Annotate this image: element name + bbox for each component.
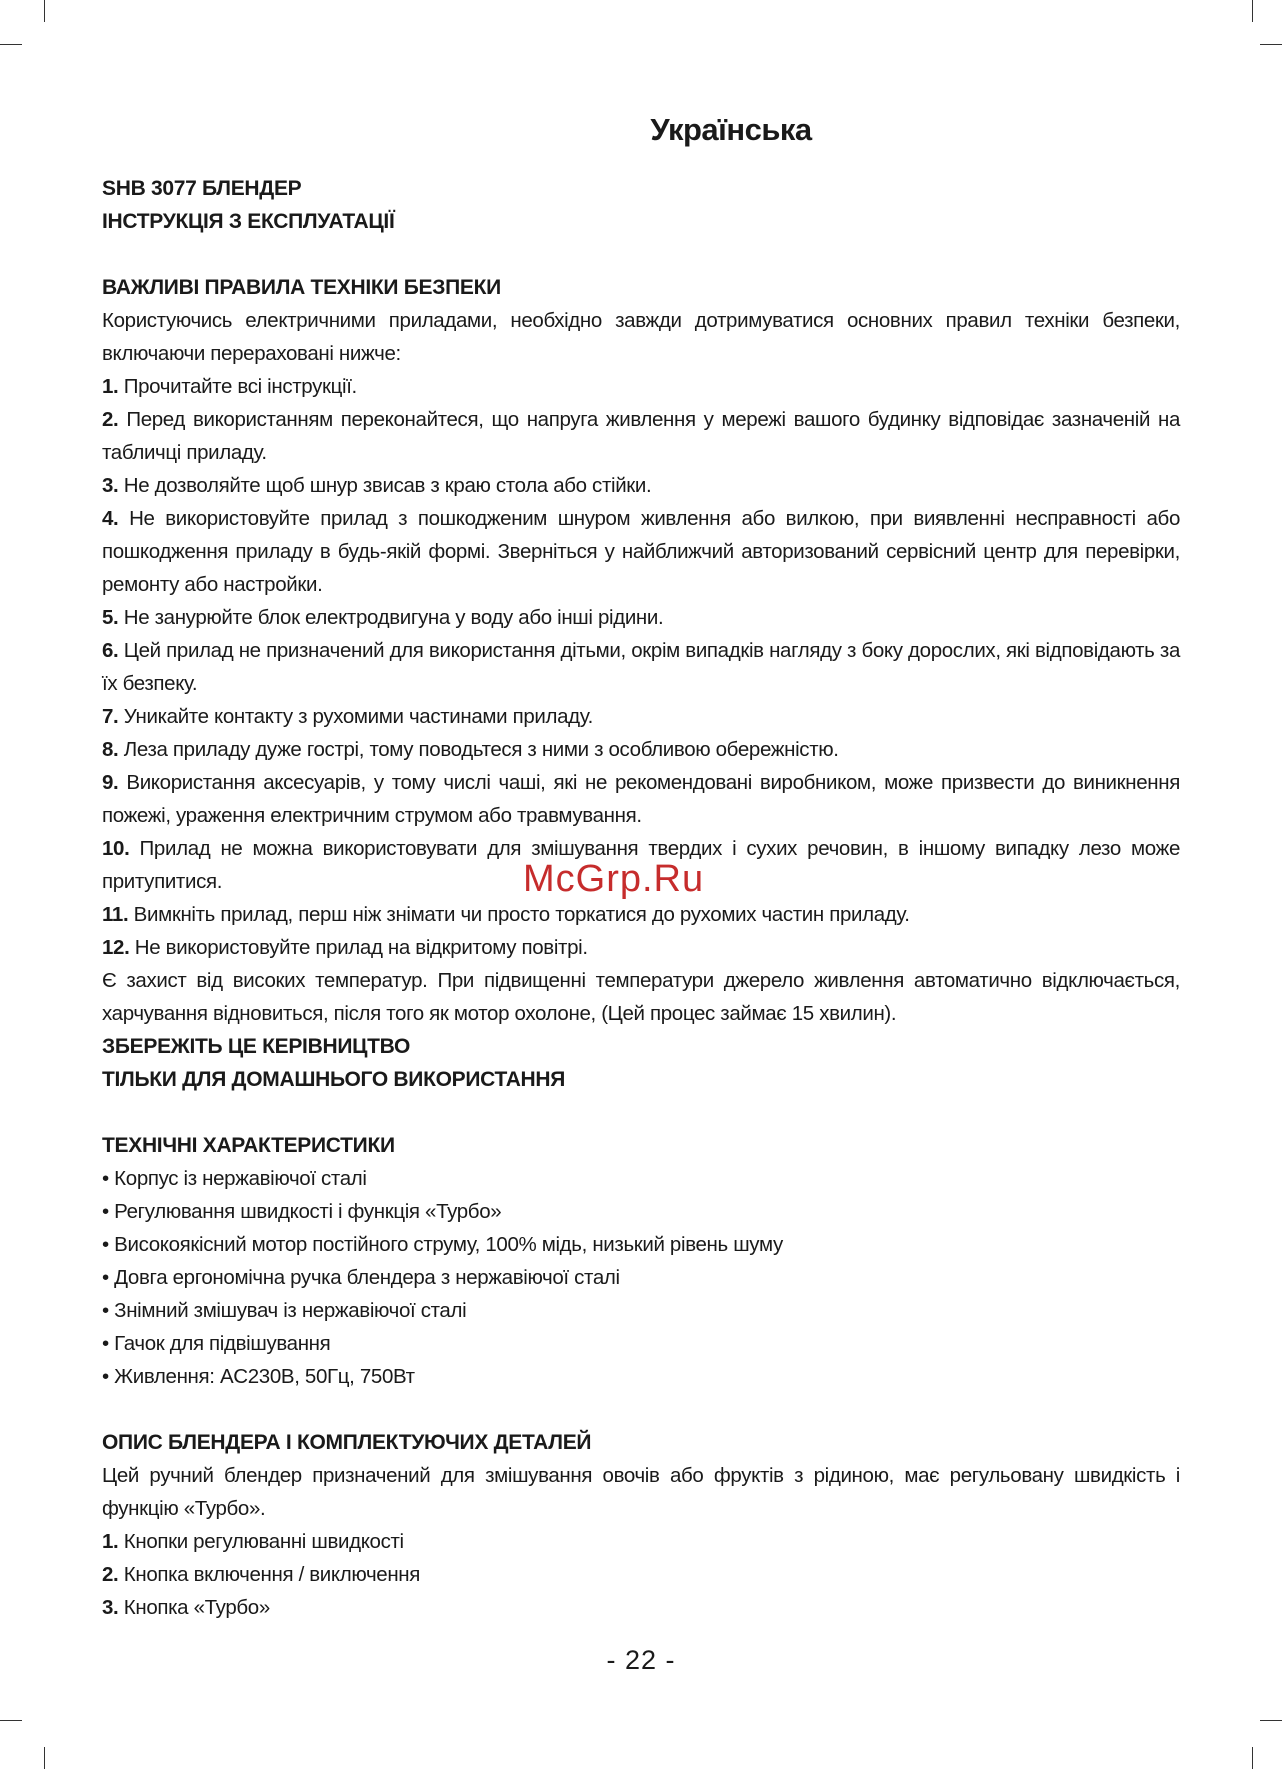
list-item xyxy=(102,766,1180,832)
model-line: SHB 3077 БЛЕНДЕР xyxy=(102,177,302,200)
item-text: Кнопка включення / виключення xyxy=(118,1563,421,1586)
list-item xyxy=(102,601,1180,634)
item-number: 9. xyxy=(102,771,119,794)
crop-mark xyxy=(44,0,45,22)
item-number: 2. xyxy=(102,408,119,431)
item-number: 7. xyxy=(102,705,119,728)
list-item xyxy=(102,370,1180,403)
specs-title: ТЕХНІЧНІ ХАРАКТЕРИСТИКИ xyxy=(102,1134,395,1157)
item-number: 8. xyxy=(102,738,119,761)
watermark-logo: McGrp.Ru xyxy=(523,858,705,900)
list-item xyxy=(102,634,1180,700)
spec-item: • Знімний змішувач із нержавіючої сталі xyxy=(102,1299,467,1322)
document-header xyxy=(102,172,1180,238)
item-text: Не використовуйте прилад на відкритому повітрі. xyxy=(129,936,588,959)
manual-line: ІНСТРУКЦІЯ З ЕКСПЛУАТАЦІЇ xyxy=(102,210,395,233)
item-text: Цей прилад не призначений для використання дітьми, окрім випадків нагляду з боку дорослих, які відповідають за їх безпеку. xyxy=(102,639,1180,695)
specs-list xyxy=(102,1162,1180,1393)
spec-item: • Гачок для підвішування xyxy=(102,1332,331,1355)
list-item xyxy=(102,733,1180,766)
safety-intro: Користуючись електричними приладами, необхідно завжди дотримуватися основних правил техніки безпеки, включаючи перераховані нижче: xyxy=(102,309,1180,365)
list-item xyxy=(102,898,1180,931)
spec-item: • Регулювання швидкості і функція «Турбо» xyxy=(102,1200,502,1223)
description-intro: Цей ручний блендер призначений для змішування овочів або фруктів з рідиною, має регульовану швидкість і функцію «Турбо». xyxy=(102,1464,1180,1520)
item-text: Кнопка «Турбо» xyxy=(118,1596,270,1619)
item-text: Не занурюйте блок електродвигуна у воду або інші рідини. xyxy=(118,606,664,629)
item-text: Вимкніть прилад, перш ніж знімати чи просто торкатися до рухомих частин приладу. xyxy=(128,903,910,926)
item-number: 4. xyxy=(102,507,119,530)
crop-mark xyxy=(1260,44,1282,45)
crop-mark xyxy=(44,1747,45,1769)
item-text: Прочитайте всі інструкції. xyxy=(118,375,357,398)
item-number: 3. xyxy=(102,474,119,497)
item-text: Леза приладу дуже гострі, тому поводьтеся з ними з особливою обережністю. xyxy=(118,738,839,761)
list-item xyxy=(102,1591,1180,1624)
list-item xyxy=(102,931,1180,964)
list-item xyxy=(102,700,1180,733)
item-text: Перед використанням переконайтеся, що напруга живлення у мережі вашого будинку відповідає зазначеній на табличці приладу. xyxy=(102,408,1180,464)
crop-mark xyxy=(1252,1747,1253,1769)
page-number: - 22 - xyxy=(606,1645,676,1675)
home-use-line: ТІЛЬКИ ДЛЯ ДОМАШНЬОГО ВИКОРИСТАННЯ xyxy=(102,1068,566,1091)
item-number: 5. xyxy=(102,606,119,629)
item-text: Використання аксесуарів, у тому числі чаші, які не рекомендовані виробником, може призвести до виникнення пожежі, ураження електричним струмом або травмування. xyxy=(102,771,1180,827)
list-item xyxy=(102,1558,1180,1591)
item-text: Уникайте контакту з рухомими частинами приладу. xyxy=(118,705,593,728)
spec-item: • Корпус із нержавіючої сталі xyxy=(102,1167,367,1190)
list-item xyxy=(102,502,1180,601)
crop-mark xyxy=(0,1720,22,1721)
item-number: 2. xyxy=(102,1563,119,1586)
item-text: Прилад не можна використовувати для змішування твердих і сухих речовин, в іншому випадку лезо може притупитися. xyxy=(102,837,1180,893)
item-number: 11. xyxy=(102,903,129,926)
safety-title: ВАЖЛИВІ ПРАВИЛА ТЕХНІКИ БЕЗПЕКИ xyxy=(102,276,501,299)
spec-item: • Довга ергономічна ручка блендера з нержавіючої сталі xyxy=(102,1266,620,1289)
spec-item: • Високоякісний мотор постійного струму, 100% мідь, низький рівень шуму xyxy=(102,1233,783,1256)
item-number: 1. xyxy=(102,1530,119,1553)
description-list xyxy=(102,1525,1180,1624)
save-manual-line: ЗБЕРЕЖІТЬ ЦЕ КЕРІВНИЦТВО xyxy=(102,1035,411,1058)
crop-mark xyxy=(1252,0,1253,22)
crop-mark xyxy=(0,44,22,45)
item-number: 3. xyxy=(102,1596,119,1619)
spec-item: • Живлення: AC230В, 50Гц, 750Вт xyxy=(102,1365,415,1388)
overheat-note: Є захист від високих температур. При підвищенні температури джерело живлення автоматично відключається, харчування відновиться, після того як мотор охолоне, (Цей процес займає 15 хвилин). xyxy=(102,969,1180,1025)
list-item xyxy=(102,469,1180,502)
item-number: 10. xyxy=(102,837,130,860)
item-number: 6. xyxy=(102,639,119,662)
description-title: ОПИС БЛЕНДЕРА І КОМПЛЕКТУЮЧИХ ДЕТАЛЕЙ xyxy=(102,1431,592,1454)
list-item xyxy=(102,403,1180,469)
list-item xyxy=(102,1525,1180,1558)
crop-mark xyxy=(1260,1720,1282,1721)
item-text: Кнопки регулюванні швидкості xyxy=(118,1530,404,1553)
language-title: Українська xyxy=(650,112,812,147)
item-text: Не використовуйте прилад з пошкодженим шнуром живлення або вилкою, при виявленні несправності або пошкодження приладу в будь-якій формі. Зверніться у найближчий авторизований сервісний центр для перевірки, ремонту або настройки. xyxy=(102,507,1180,596)
item-text: Не дозволяйте щоб шнур звисав з краю стола або стійки. xyxy=(118,474,652,497)
item-number: 12. xyxy=(102,936,130,959)
item-number: 1. xyxy=(102,375,119,398)
